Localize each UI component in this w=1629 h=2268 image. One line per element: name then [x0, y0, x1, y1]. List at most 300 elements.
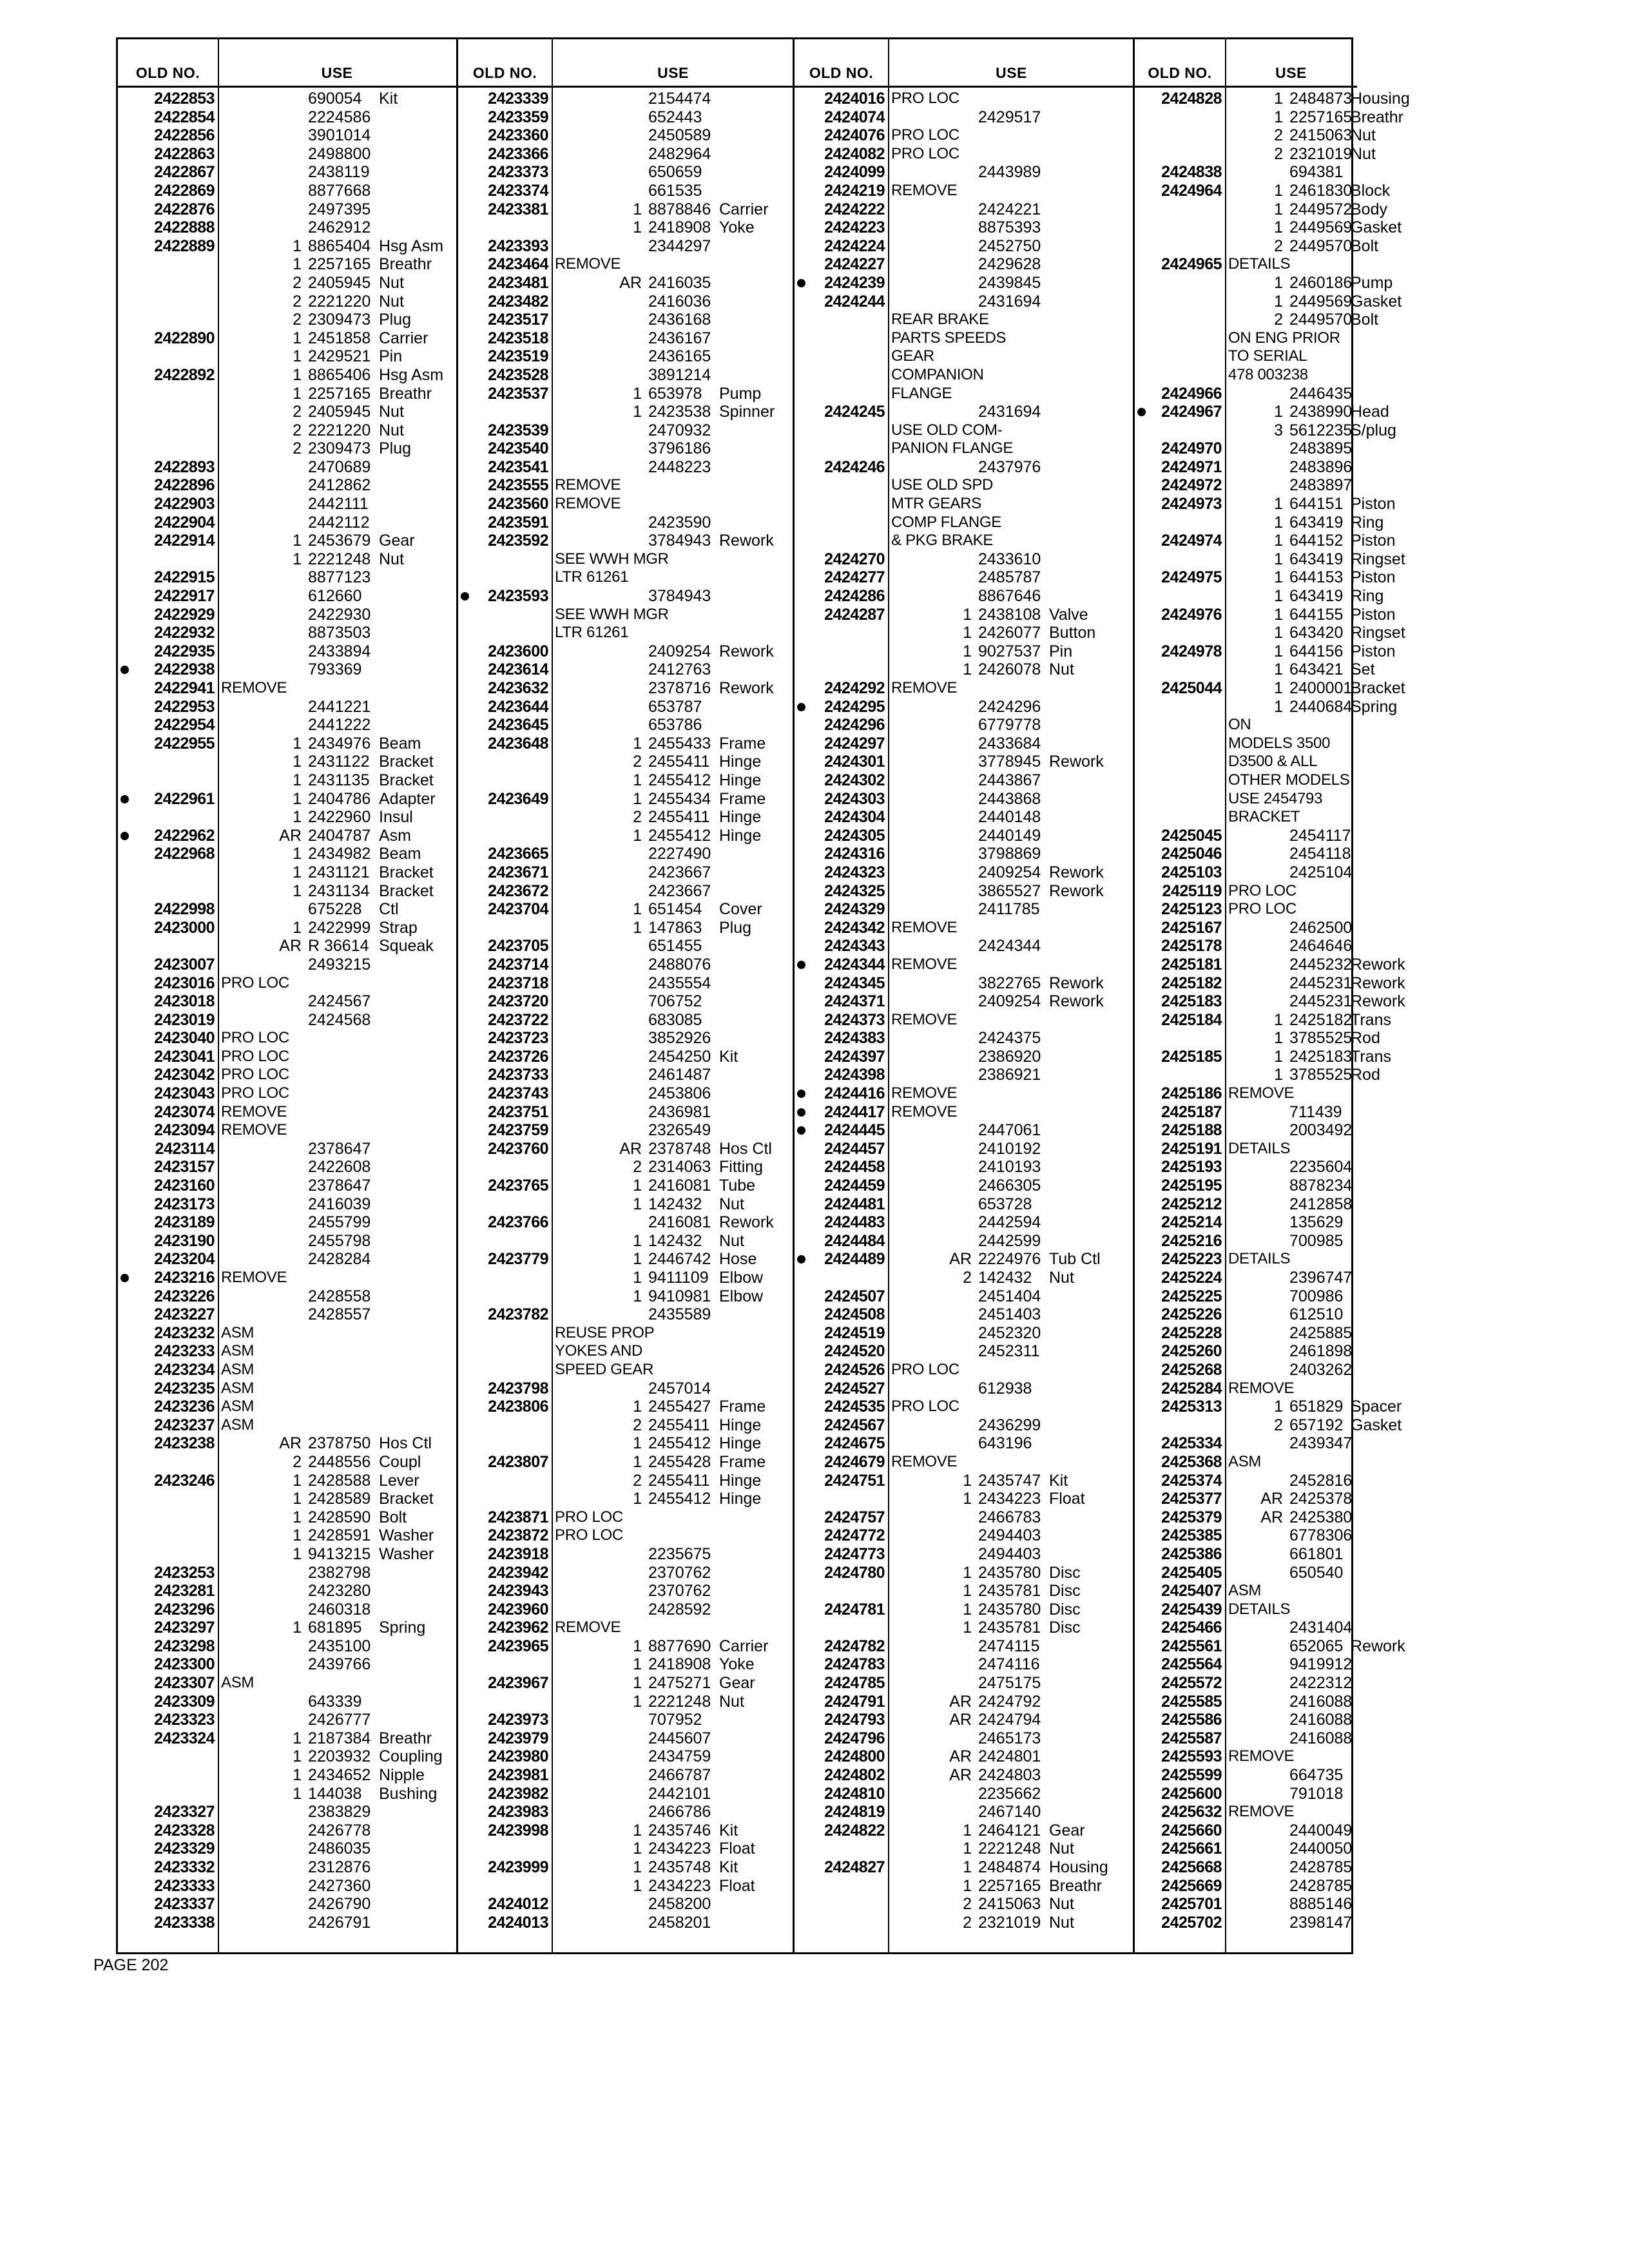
new-part-number: 2458201 [648, 1913, 711, 1932]
new-part-number: 2203932 [308, 1747, 371, 1766]
table-row [795, 660, 1135, 679]
quantity: AR [279, 1434, 302, 1453]
table-row [118, 624, 456, 642]
quantity: 1 [963, 624, 972, 642]
use-note: REMOVE [221, 1102, 287, 1120]
table-row [795, 974, 1135, 993]
old-part-number: 2423592 [488, 532, 548, 550]
part-description: Trans [1351, 1010, 1391, 1029]
quantity: 1 [1274, 403, 1283, 421]
new-part-number: 2451403 [978, 1305, 1041, 1324]
old-part-number: 2424481 [824, 1195, 885, 1213]
part-description: Plug [379, 439, 412, 458]
part-description: Rod [1351, 1066, 1380, 1084]
table-row [795, 919, 1135, 937]
new-part-number: 2003492 [1289, 1121, 1353, 1140]
use-note: PRO LOC [221, 974, 289, 992]
new-part-number: 2423667 [648, 881, 711, 900]
old-part-number: 2423173 [154, 1195, 215, 1213]
table-row [458, 108, 795, 127]
table-row [458, 679, 795, 698]
quantity: 2 [633, 753, 642, 771]
table-row [795, 1545, 1135, 1564]
old-part-number: 2423782 [488, 1305, 548, 1324]
old-part-number: 2425386 [1161, 1544, 1222, 1563]
table-row [458, 1342, 795, 1361]
table-row [458, 1324, 795, 1343]
table-row [118, 1342, 456, 1361]
table-row [1135, 845, 1357, 863]
new-part-number: 142432 [648, 1231, 702, 1250]
table-row [1135, 1324, 1357, 1343]
use-note: LTR 61261 [555, 624, 629, 642]
use-note: ON ENG PRIOR [1228, 329, 1340, 347]
new-part-number: 2424801 [978, 1747, 1041, 1766]
new-part-number: 2426078 [978, 660, 1041, 679]
table-row [118, 1564, 456, 1582]
table-row [458, 1232, 795, 1251]
new-part-number: 2460186 [1289, 273, 1353, 292]
use-note: ON [1228, 716, 1251, 734]
table-row [795, 735, 1135, 753]
part-description: Spacer [1351, 1398, 1402, 1416]
new-part-number: 2474115 [978, 1637, 1040, 1655]
part-description: Pin [379, 347, 403, 366]
table-row [118, 1693, 456, 1711]
part-description: Piston [1351, 495, 1396, 514]
table-row [795, 476, 1135, 495]
table-row [458, 937, 795, 956]
old-part-number: 2424975 [1161, 568, 1222, 587]
old-part-number: 2424303 [824, 789, 885, 808]
table-row [1135, 587, 1384, 606]
table-row [795, 1177, 1135, 1195]
old-part-number: 2423323 [154, 1711, 215, 1729]
table-row [118, 182, 456, 200]
quantity: 1 [1274, 90, 1283, 108]
table-row [795, 568, 1135, 587]
part-description: Ring [1351, 587, 1384, 606]
part-description: Bracket [379, 881, 434, 900]
table-row [1135, 974, 1405, 993]
table-row [1135, 403, 1389, 421]
new-part-number: 2433894 [308, 642, 371, 660]
new-part-number: 612660 [308, 587, 362, 606]
quantity: 1 [293, 1471, 302, 1490]
quantity: 2 [1274, 1416, 1283, 1434]
table-row [458, 1711, 795, 1729]
old-part-number: 2425186 [1161, 1084, 1222, 1103]
new-part-number: 2461487 [648, 1066, 711, 1084]
use-note: SPEED GEAR [555, 1360, 654, 1378]
new-part-number: 2398147 [1289, 1913, 1353, 1932]
table-row [458, 237, 795, 256]
new-part-number: 2455428 [648, 1452, 711, 1471]
table-row [458, 1084, 795, 1103]
new-part-number: 2445232 [1289, 955, 1353, 974]
use-note: DETAILS [1228, 1250, 1291, 1268]
old-part-number: 2423309 [154, 1692, 215, 1711]
old-part-number: 2422892 [154, 365, 215, 384]
old-part-number: 2423189 [154, 1213, 215, 1232]
new-part-number: 2455798 [308, 1231, 371, 1250]
new-part-number: 2314063 [648, 1158, 711, 1177]
old-part-number: 2425216 [1161, 1231, 1222, 1250]
old-part-number: 2422938 [154, 660, 215, 679]
use-note: REAR BRAKE [891, 311, 989, 329]
new-part-number: 2455411 [648, 1416, 710, 1434]
table-row [118, 882, 456, 901]
old-part-number: 2425212 [1161, 1195, 1222, 1213]
use-note: DETAILS [1228, 1600, 1291, 1618]
use-note: DETAILS [1228, 1139, 1291, 1157]
table-row [118, 255, 456, 274]
table-row [795, 1084, 1135, 1103]
quantity: 1 [633, 1287, 642, 1305]
table-row [458, 698, 795, 716]
table-row [458, 808, 795, 827]
old-part-number: 2423074 [154, 1102, 215, 1121]
new-part-number: 2449570 [1289, 236, 1353, 255]
new-part-number: 2427360 [308, 1876, 371, 1895]
new-part-number: 700986 [1289, 1287, 1344, 1305]
table-row [1135, 568, 1396, 587]
old-part-number: 2423960 [488, 1600, 548, 1619]
new-part-number: 2412858 [1289, 1195, 1353, 1213]
part-description: Rework [1049, 881, 1104, 900]
new-part-number: 2221220 [308, 292, 371, 311]
new-part-number: 2455411 [648, 1471, 710, 1490]
old-part-number: 2425668 [1161, 1858, 1222, 1876]
table-row [458, 642, 795, 661]
old-part-number: 2424297 [824, 734, 885, 753]
quantity: 1 [633, 826, 642, 845]
quantity: 2 [633, 1158, 642, 1177]
part-description: Washer [379, 1526, 434, 1545]
quantity: 1 [1274, 1029, 1283, 1048]
table-row [458, 495, 795, 514]
quantity: 1 [293, 236, 302, 255]
quantity: 1 [633, 734, 642, 753]
use-note: COMP FLANGE [891, 513, 1001, 531]
use-note: PRO LOC [555, 1526, 623, 1544]
table-row [1135, 1877, 1357, 1896]
quantity: 2 [293, 421, 302, 439]
table-column [456, 39, 795, 1952]
new-part-number: 3865527 [978, 881, 1041, 900]
old-part-number: 2425313 [1161, 1398, 1222, 1416]
new-part-number: 3891214 [648, 365, 711, 384]
new-part-number: 643419 [1289, 513, 1344, 532]
old-part-number: 2424964 [1161, 181, 1222, 200]
new-part-number: 2428592 [648, 1600, 711, 1619]
part-description: Frame [719, 1398, 766, 1416]
table-row [1135, 1858, 1357, 1877]
old-part-number: 2424342 [824, 918, 885, 937]
new-part-number: 8875393 [978, 218, 1041, 237]
old-part-number: 2425593 [1161, 1747, 1222, 1766]
use-note: PRO LOC [891, 1360, 959, 1378]
quantity: 1 [963, 1563, 972, 1582]
new-part-number: 2428557 [308, 1305, 371, 1324]
new-part-number: 2405945 [308, 403, 371, 421]
table-row [458, 1655, 795, 1674]
new-part-number: 3778945 [978, 753, 1041, 771]
part-description: Nut [379, 273, 404, 292]
new-part-number: 2435589 [648, 1305, 711, 1324]
table-row [795, 808, 1135, 827]
use-note: REMOVE [891, 1102, 958, 1120]
old-part-number: 2423718 [488, 974, 548, 992]
old-part-number: 2422876 [154, 200, 215, 218]
table-row [458, 90, 795, 108]
use-note: REMOVE [555, 255, 621, 273]
new-part-number: 2455411 [648, 808, 710, 827]
old-part-number: 2423329 [154, 1840, 215, 1858]
new-part-number: 2424296 [978, 697, 1041, 716]
old-part-number: 2422917 [154, 587, 215, 606]
quantity: 1 [963, 642, 972, 660]
old-part-number: 2422954 [154, 716, 215, 735]
quantity: 1 [963, 1840, 972, 1858]
new-part-number: 2429628 [978, 255, 1041, 274]
old-part-number: 2423998 [488, 1821, 548, 1840]
new-part-number: 2424221 [978, 200, 1041, 218]
old-part-number: 2422854 [154, 108, 215, 126]
use-note: REMOVE [891, 181, 958, 199]
table-row [795, 347, 1135, 366]
table-row [795, 200, 1135, 219]
quantity: 2 [963, 1269, 972, 1287]
new-part-number: 2452311 [978, 1342, 1040, 1361]
table-row [795, 1840, 1135, 1858]
old-part-number: 2423982 [488, 1784, 548, 1803]
new-part-number: 2453679 [308, 532, 371, 550]
new-part-number: 2436168 [648, 311, 711, 329]
new-part-number: 2451858 [308, 329, 371, 347]
new-part-number: 2422960 [308, 808, 371, 827]
part-description: Nut [719, 1231, 744, 1250]
new-part-number: 2423590 [648, 513, 711, 532]
old-part-number: 2425600 [1161, 1784, 1222, 1803]
table-row [1135, 1582, 1357, 1600]
new-part-number: 2435781 [978, 1619, 1041, 1637]
part-description: Set [1351, 660, 1375, 679]
new-part-number: 2455427 [648, 1398, 711, 1416]
old-part-number: 2424679 [824, 1452, 885, 1471]
table-row [795, 1693, 1135, 1711]
old-part-number: 2423300 [154, 1655, 215, 1674]
table-row [118, 1472, 456, 1490]
table-row [795, 790, 1135, 809]
old-part-number: 2422904 [154, 513, 215, 532]
table-row [458, 1287, 795, 1306]
old-part-number: 2423464 [488, 255, 548, 274]
table-row [458, 900, 795, 919]
table-row [118, 735, 456, 753]
table-row [1135, 1269, 1357, 1287]
table-row [1135, 366, 1357, 385]
old-part-number: 2423705 [488, 937, 548, 956]
new-part-number: 2433684 [978, 734, 1041, 753]
quantity: 1 [293, 532, 302, 550]
part-description: Ringset [1351, 624, 1405, 642]
quantity: 2 [293, 273, 302, 292]
old-part-number: 2424012 [488, 1895, 548, 1914]
new-part-number: 707952 [648, 1711, 702, 1729]
part-description: Carrier [719, 1637, 769, 1655]
quantity: 1 [633, 403, 642, 421]
table-row [458, 1398, 795, 1416]
table-row [1135, 1821, 1357, 1840]
part-description: Rework [1351, 974, 1405, 992]
old-part-number: 2423226 [154, 1287, 215, 1305]
table-row [795, 827, 1135, 845]
use-note: REMOVE [1228, 1747, 1295, 1765]
table-row [118, 1121, 456, 1140]
part-description: Button [1049, 624, 1096, 642]
table-row [795, 163, 1135, 182]
table-row [458, 624, 795, 642]
table-row [795, 624, 1135, 642]
column-header [795, 39, 1135, 88]
quantity: AR [949, 1711, 972, 1729]
new-part-number: 2422608 [308, 1158, 371, 1177]
table-row [458, 1785, 795, 1803]
quantity: 1 [633, 1195, 642, 1213]
table-row [1135, 273, 1393, 293]
quantity: 1 [963, 1858, 972, 1876]
new-part-number: 2426077 [978, 624, 1041, 642]
new-part-number: 2453806 [648, 1084, 711, 1103]
table-row [795, 1766, 1135, 1785]
new-part-number: 644152 [1289, 532, 1344, 550]
old-part-number: 2424822 [824, 1821, 885, 1840]
quantity: 1 [633, 1674, 642, 1693]
new-part-number: 2470932 [648, 421, 711, 439]
new-part-number: 8865404 [308, 236, 371, 255]
old-part-number: 2423333 [154, 1876, 215, 1895]
new-part-number: 142432 [978, 1269, 1032, 1287]
table-row [458, 1066, 795, 1084]
table-row [1135, 236, 1379, 256]
quantity: 1 [1274, 1047, 1283, 1066]
table-row [1135, 827, 1357, 845]
part-description: Rework [1049, 992, 1104, 1011]
new-part-number: 2424792 [978, 1692, 1041, 1711]
new-part-number: 147863 [648, 918, 702, 937]
use-note: REMOVE [891, 1084, 958, 1102]
table-row [458, 218, 795, 237]
old-part-number: 2424292 [824, 679, 885, 697]
new-part-number: 2455412 [648, 1490, 711, 1508]
table-row [118, 827, 456, 845]
old-part-number: 2424416 [824, 1084, 885, 1103]
quantity: 1 [293, 789, 302, 808]
quantity: 1 [293, 1784, 302, 1803]
old-part-number: 2425334 [1161, 1434, 1222, 1453]
old-part-number: 2424782 [824, 1637, 885, 1655]
old-part-number: 2423555 [488, 476, 548, 495]
old-part-number: 2425564 [1161, 1655, 1222, 1674]
table-row [1135, 1655, 1357, 1674]
old-part-number: 2422863 [154, 144, 215, 163]
new-part-number: 650659 [648, 163, 702, 182]
quantity: 1 [1274, 513, 1283, 532]
table-row [458, 1747, 795, 1766]
quantity: 1 [633, 900, 642, 919]
old-part-number: 2424076 [824, 126, 885, 145]
table-row [458, 1490, 795, 1508]
old-part-number: 2423943 [488, 1582, 548, 1600]
new-part-number: 2434759 [648, 1747, 711, 1766]
table-row [1135, 1729, 1357, 1748]
old-part-number: 2424222 [824, 200, 885, 218]
quantity: 1 [1274, 568, 1283, 587]
old-part-number: 2424458 [824, 1158, 885, 1177]
quantity: 1 [293, 734, 302, 753]
new-part-number: 3784943 [648, 587, 711, 606]
old-part-number: 2424971 [1161, 457, 1222, 476]
old-part-number: 2424305 [824, 826, 885, 845]
table-row [1135, 1140, 1357, 1158]
table-row [795, 771, 1135, 790]
use-note: PANION FLANGE [891, 439, 1014, 457]
header-old-no: OLD NO. [1148, 64, 1212, 81]
part-description: Rod [1351, 1029, 1380, 1048]
new-part-number: 2440149 [978, 826, 1041, 845]
table-row [118, 1619, 456, 1637]
part-description: Hsg Asm [379, 365, 444, 384]
old-part-number: 2425377 [1161, 1490, 1222, 1508]
old-part-number: 2424526 [824, 1360, 885, 1379]
new-part-number: 2466783 [978, 1508, 1041, 1526]
use-note: ASM [221, 1398, 255, 1416]
part-description: Disc [1049, 1563, 1081, 1582]
part-description: Housing [1351, 90, 1410, 108]
table-row [1135, 181, 1391, 200]
table-row [795, 1914, 1135, 1932]
new-part-number: 652443 [648, 108, 702, 126]
table-row [118, 403, 456, 421]
new-part-number: 2416081 [648, 1177, 711, 1195]
quantity: 1 [293, 329, 302, 347]
table-row [795, 1600, 1135, 1619]
table-row [458, 1029, 795, 1048]
part-description: Elbow [719, 1287, 764, 1305]
new-part-number: 2370762 [648, 1563, 711, 1582]
use-note: PRO LOC [891, 1398, 959, 1416]
old-part-number: 2424520 [824, 1342, 885, 1361]
quantity: 1 [633, 1490, 642, 1508]
part-description: Tub Ctl [1049, 1250, 1101, 1269]
part-description: S/plug [1351, 421, 1396, 439]
new-part-number: 2424567 [308, 992, 371, 1011]
new-part-number: 2154474 [648, 90, 711, 108]
old-part-number: 2423328 [154, 1821, 215, 1840]
old-part-number: 2423665 [488, 845, 548, 863]
old-part-number: 2424244 [824, 292, 885, 311]
new-part-number: 2424375 [978, 1029, 1041, 1048]
table-row [118, 956, 456, 974]
new-part-number: 2442101 [648, 1784, 711, 1803]
new-part-number: 8885146 [1289, 1895, 1353, 1914]
quantity: 1 [963, 1600, 972, 1619]
use-note: PRO LOC [891, 126, 959, 144]
part-description: Nipple [379, 1766, 425, 1785]
part-description: Piston [1351, 568, 1396, 587]
new-part-number: 2439845 [978, 273, 1041, 292]
